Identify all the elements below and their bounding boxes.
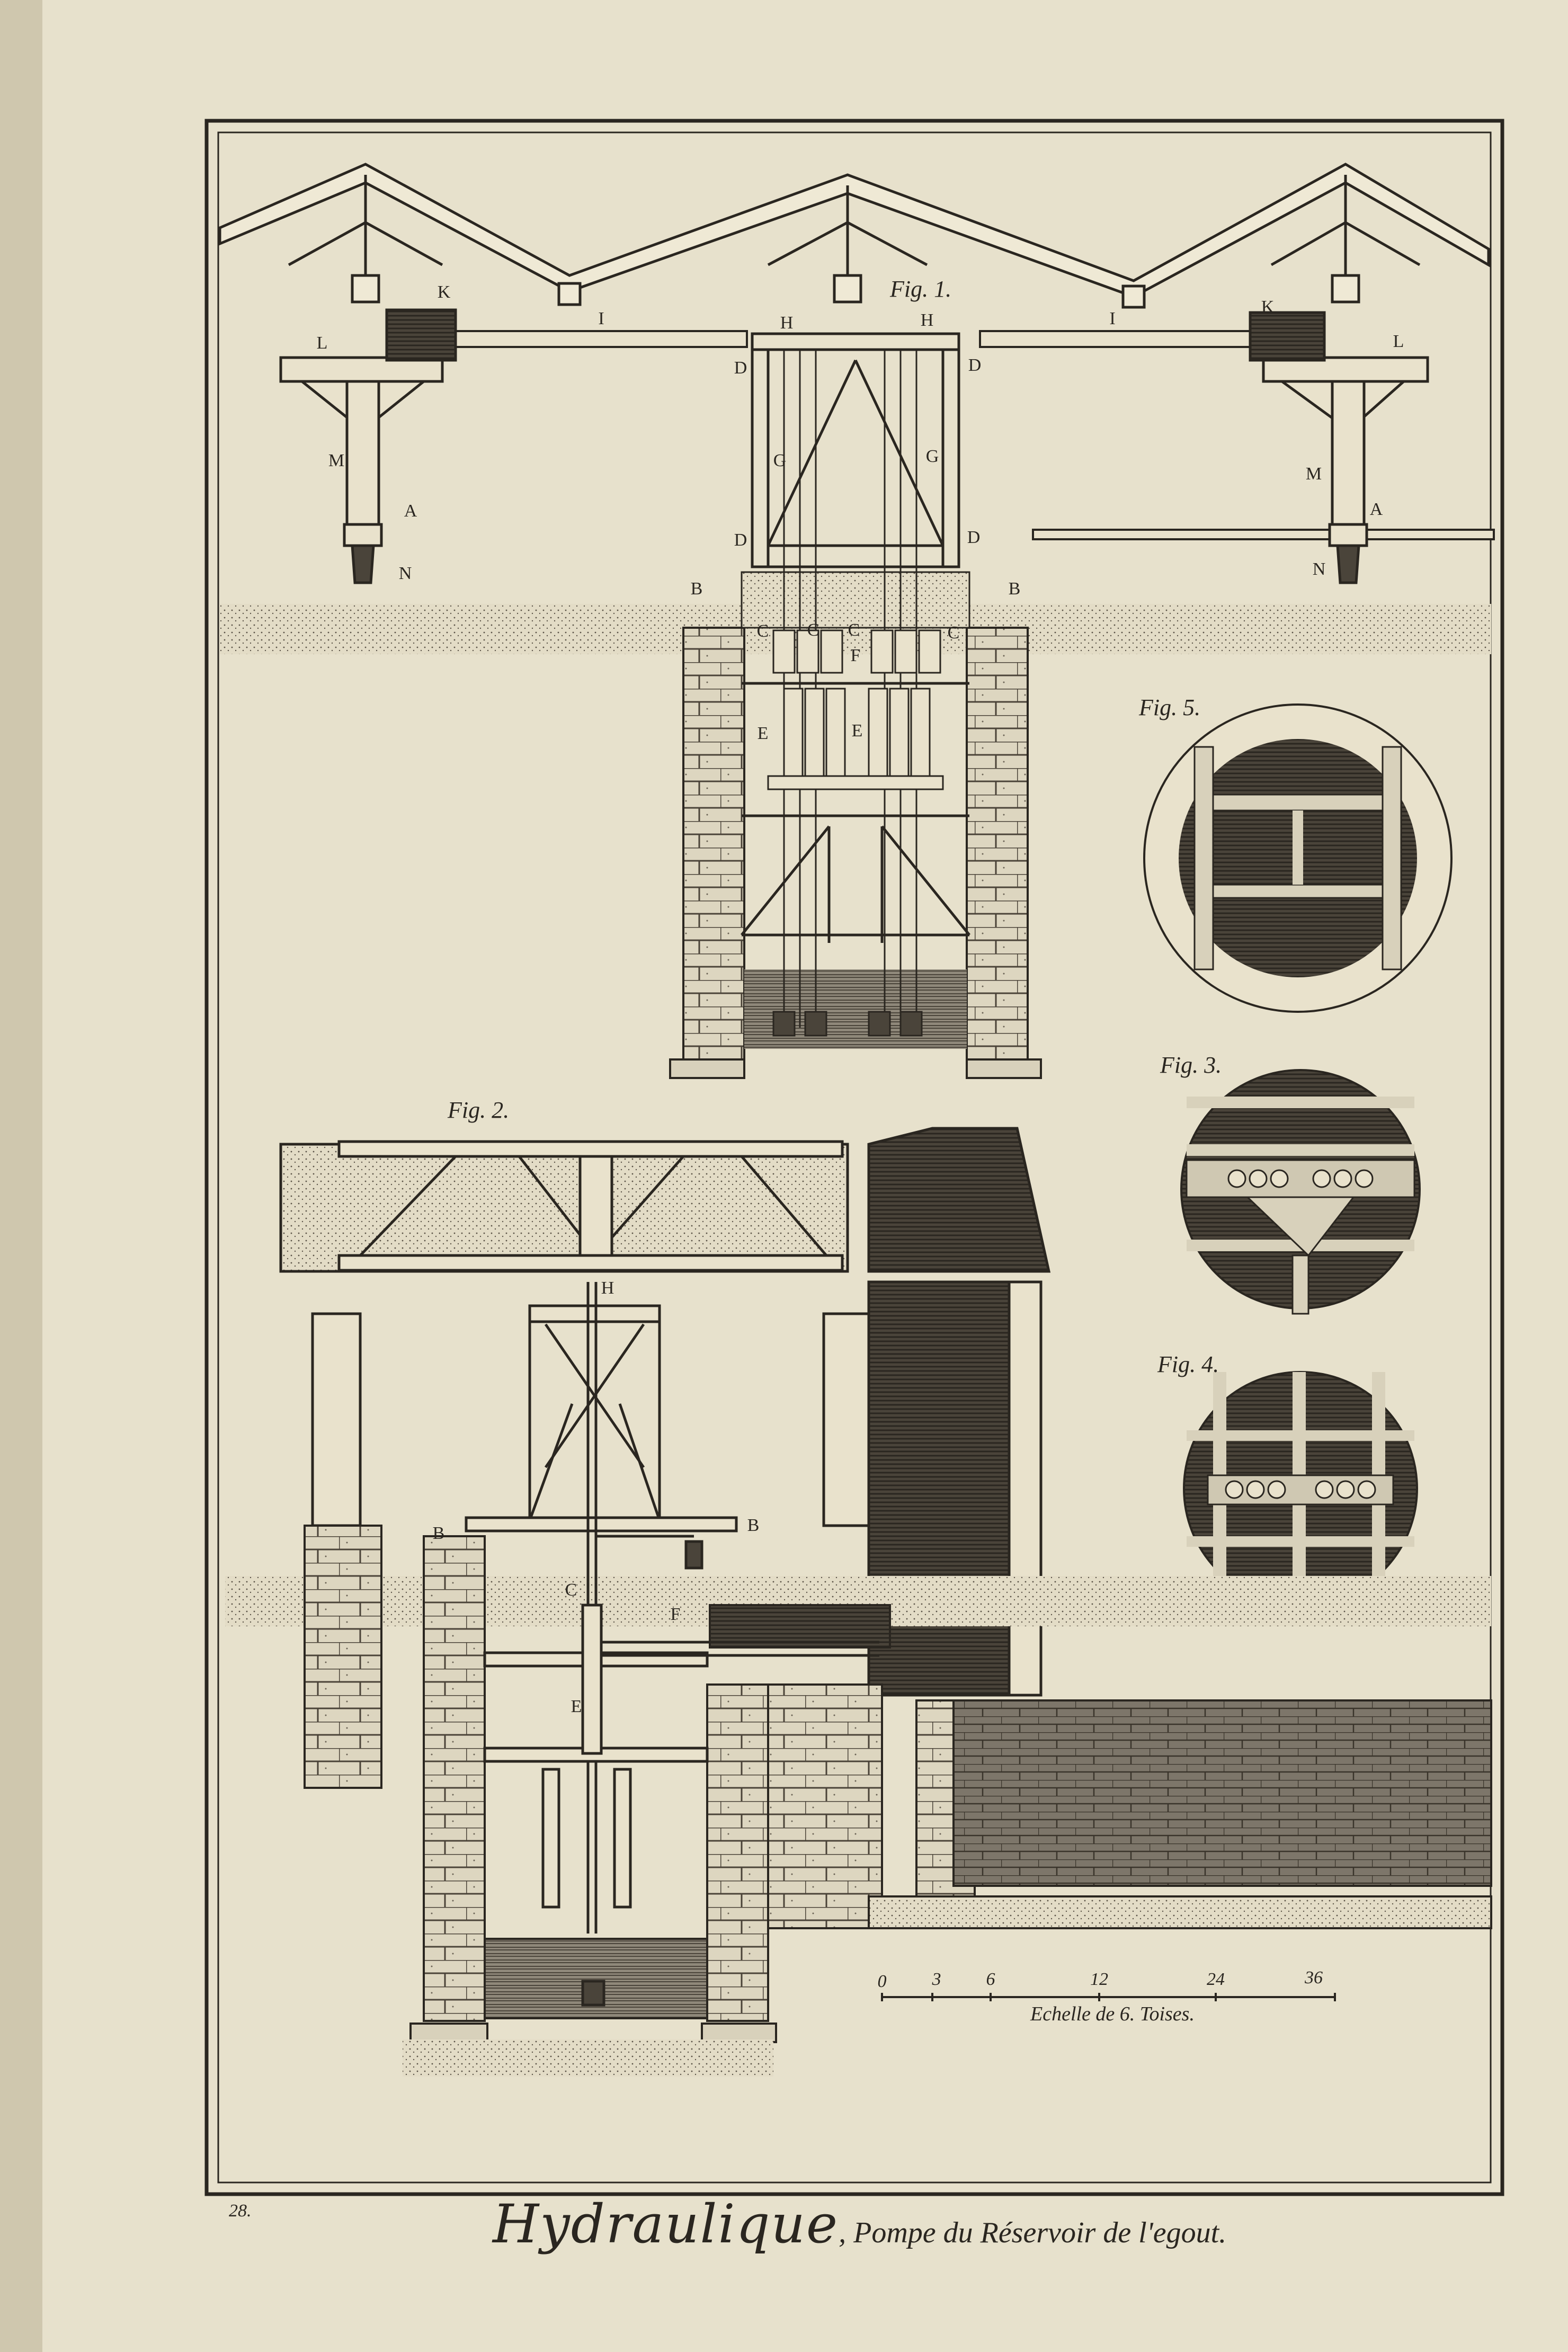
label-E-fig2: E — [571, 1697, 582, 1716]
plate-title — [493, 2193, 1226, 2255]
scale-tick-12: 12 — [1090, 1970, 1108, 1989]
plate-number: 28. — [229, 2201, 252, 2221]
label-E-left: E — [757, 724, 769, 743]
title-sub: , Pompe du Réservoir de l'egout. — [839, 2216, 1227, 2249]
label-C-4: C — [947, 623, 960, 643]
fig2-caption: Fig. 2. — [448, 1097, 510, 1123]
label-D-top-right: D — [968, 355, 982, 375]
label-K-left: K — [437, 282, 451, 302]
label-D-bottom-right: D — [967, 528, 981, 547]
fig4-detail — [1184, 1372, 1417, 1605]
label-G-right: G — [925, 447, 939, 466]
label-B-fig2-right: B — [747, 1516, 760, 1535]
label-C-1: C — [756, 621, 769, 641]
label-D-bottom-left: D — [734, 530, 747, 550]
label-M-right: M — [1305, 464, 1322, 484]
label-N-left: N — [398, 564, 412, 583]
scale-caption: Echelle de 6. Toises. — [1030, 2003, 1195, 2025]
fig4-caption: Fig. 4. — [1157, 1351, 1219, 1377]
label-B-right: B — [1008, 579, 1021, 599]
scale-bar — [882, 1993, 1335, 2001]
label-F-fig2: F — [670, 1605, 681, 1624]
fig3-detail — [1181, 1070, 1420, 1314]
label-H-fig2: H — [601, 1278, 614, 1298]
label-N-right: N — [1312, 559, 1326, 579]
label-A-left: A — [404, 501, 417, 521]
label-E-right: E — [851, 721, 863, 741]
label-B-fig2-left: B — [432, 1524, 445, 1543]
scale-tick-0: 0 — [877, 1972, 887, 1991]
scale-tick-36: 36 — [1305, 1968, 1323, 1988]
fig3-caption: Fig. 3. — [1160, 1052, 1222, 1078]
label-D-top-left: D — [734, 358, 747, 378]
label-C-fig2: C — [565, 1580, 577, 1600]
scale-tick-3: 3 — [932, 1970, 941, 1989]
fig5-detail — [1144, 705, 1451, 1012]
label-I-left: I — [598, 309, 604, 328]
label-H-left: H — [780, 313, 794, 333]
fig1-right-gear — [1250, 313, 1428, 583]
label-A-right: A — [1369, 500, 1383, 519]
fig1-caption: Fig. 1. — [890, 276, 952, 302]
title-main: Hydraulique — [493, 2193, 839, 2255]
label-I-right: I — [1109, 309, 1116, 328]
scale-tick-24: 24 — [1207, 1970, 1225, 1989]
scale-tick-6: 6 — [986, 1970, 995, 1989]
fig1-pump-rods — [768, 350, 943, 1036]
label-K-right: K — [1261, 297, 1275, 317]
label-B-left: B — [690, 579, 703, 599]
fig1-left-gear — [281, 310, 456, 583]
label-L-left: L — [316, 333, 328, 353]
label-F-fig1: F — [850, 646, 861, 665]
fig5-caption: Fig. 5. — [1139, 694, 1201, 720]
label-M-left: M — [328, 451, 345, 470]
label-H-right: H — [920, 310, 934, 330]
label-C-3: C — [848, 620, 860, 640]
fig1-roof — [220, 164, 1489, 307]
label-C-2: C — [807, 620, 819, 640]
label-G-left: G — [773, 451, 787, 470]
label-L-right: L — [1393, 332, 1404, 351]
